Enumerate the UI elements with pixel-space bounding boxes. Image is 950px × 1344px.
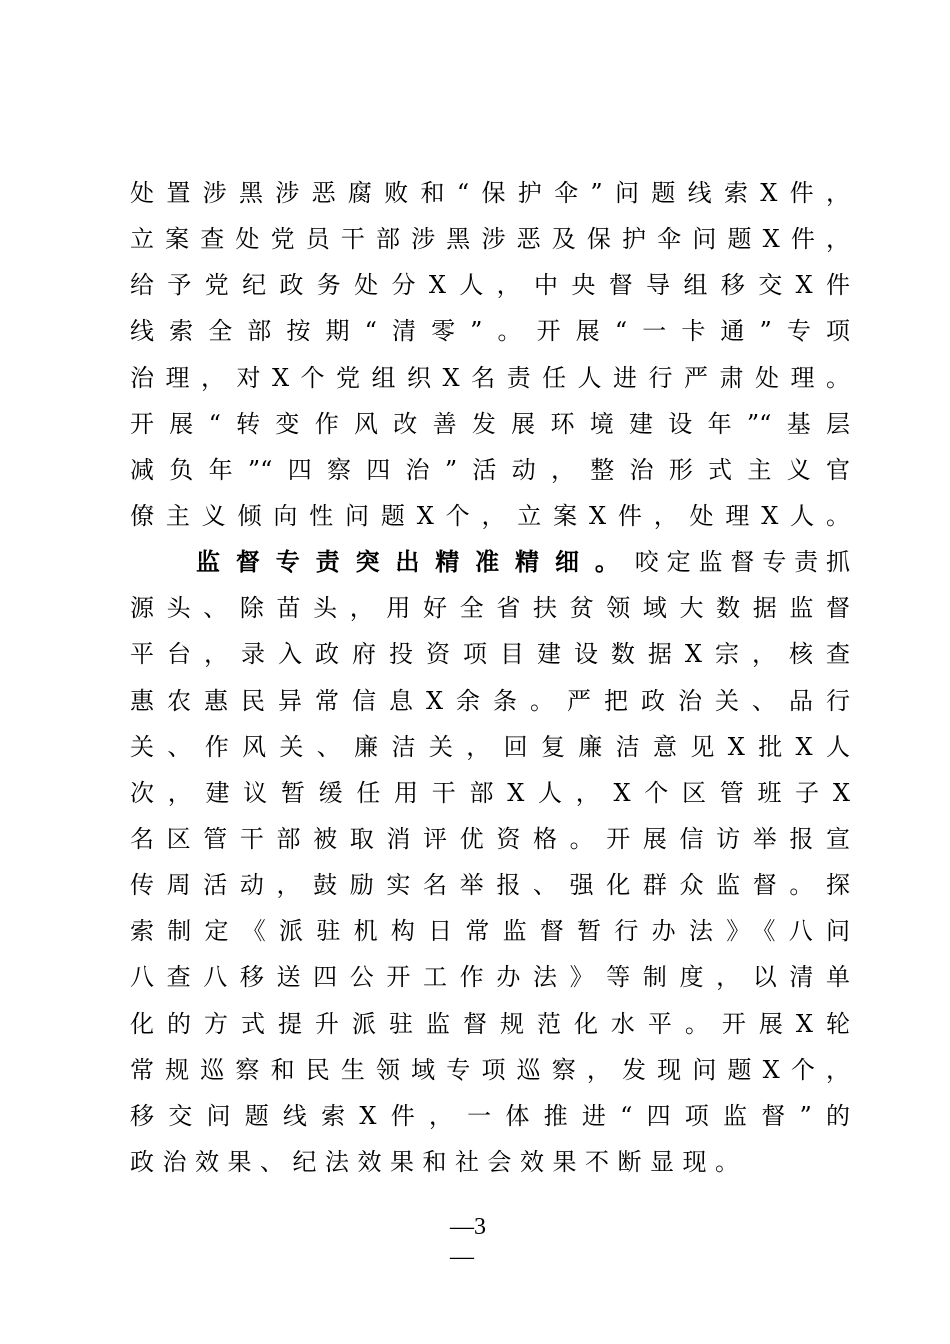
page-number-line: —3 [450,1214,486,1240]
text-line: 处置涉黑涉恶腐败和“保护伞”问题线索X件， [130,179,850,207]
text-line: 名区管干部被取消评优资格。开展信访举报宣 [130,824,850,853]
text-line: 减负年”“四察四治”活动，整治形式主义官 [130,455,850,484]
text-line: 给予党纪政务处分X人，中央督导组移交X件 [130,271,850,300]
text-line: 立案查处党员干部涉黑涉恶及保护伞问题X件， [130,225,850,254]
text-line: 次，建议暂缓任用干部X人，X个区管班子X [130,778,850,807]
text-line: 平台，录入政府投资项目建设数据X宗，核查 [130,640,850,669]
text-line: 开展“转变作风改善发展环境建设年”“基层 [130,409,850,438]
text-line: 关、作风关、廉洁关，回复廉洁意见X批X人 [130,732,850,761]
text-line: 政治效果、纪法效果和社会效果不断显现。 [130,1147,748,1176]
body-text [130,170,850,1185]
text-line: 惠农惠民异常信息X余条。严把政治关、品行 [130,686,850,715]
text-line: 线索全部按期“清零”。开展“一卡通”专项 [130,317,850,346]
text-line: 索制定《派驻机构日常监督暂行办法》《八问 [130,917,850,946]
text-line: 源头、除苗头，用好全省扶贫领域大数据监督 [130,594,850,623]
paragraph-text: 咬定监督专责抓 [634,548,851,577]
text-line: 常规巡察和民生领域专项巡察，发现问题X个， [130,1055,850,1084]
paragraph-heading: 监督专责突出精准精细。 [196,547,635,577]
page-number-line: — [450,1244,474,1270]
text-line: 移交问题线索X件，一体推进“四项监督”的 [130,1101,850,1130]
text-line: 治理，对X个党组织X名责任人进行严肃处理。 [130,363,850,392]
text-line: 八查八移送四公开工作办法》等制度，以清单 [130,963,850,992]
text-line: 传周活动，鼓励实名举报、强化群众监督。探 [130,871,850,900]
text-line: 僚主义倾向性问题X个，立案X件，处理X人。 [130,501,850,530]
page-number [450,1212,500,1272]
text-line: 化的方式提升派驻监督规范化水平。开展X轮 [130,1009,850,1038]
paragraph-first-line [130,539,850,585]
